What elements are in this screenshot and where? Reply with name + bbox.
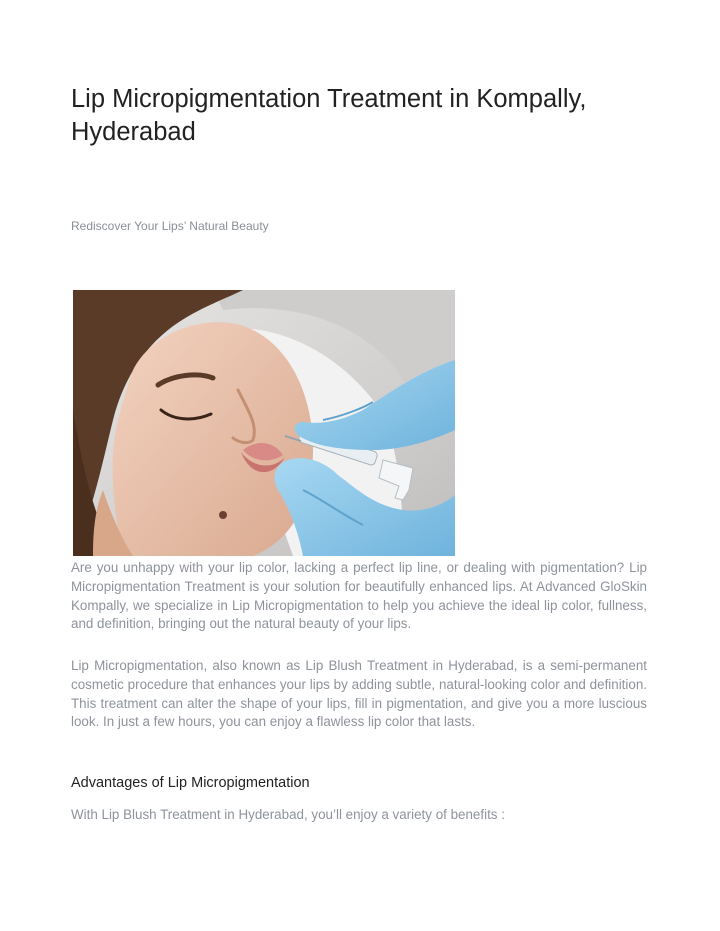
page-title: Lip Micropigmentation Treatment in Kompally, Hyderabad	[71, 85, 587, 146]
benefits-intro: With Lip Blush Treatment in Hyderabad, you’ll enjoy a variety of benefits :	[71, 807, 505, 822]
intro-paragraph: Are you unhappy with your lip color, lacking a perfect lip line, or dealing with pigmentation? Lip Micropigmentation Treatment is your solution for beautifully enhanced lips. At Advanced GloSkin Kompally, we specialize in Lip Micropigmentation to help you achieve the ideal lip color, fullness, and definition, bringing out the natural beauty of your lips.	[71, 560, 647, 632]
treatment-photo	[73, 290, 455, 556]
lip-treatment-illustration	[73, 290, 455, 556]
subtitle: Rediscover Your Lips’ Natural Beauty	[71, 219, 269, 233]
definition-paragraph: Lip Micropigmentation, also known as Lip Blush Treatment in Hyderabad, is a semi-permanent cosmetic procedure that enhances your lips by adding subtle, natural-looking color and definition. This treatment can alter the shape of your lips, fill in pigmentation, and give you a more luscious look. In just a few hours, you can enjoy a flawless lip color that lasts.	[71, 658, 647, 730]
advantages-heading: Advantages of Lip Micropigmentation	[71, 775, 310, 791]
